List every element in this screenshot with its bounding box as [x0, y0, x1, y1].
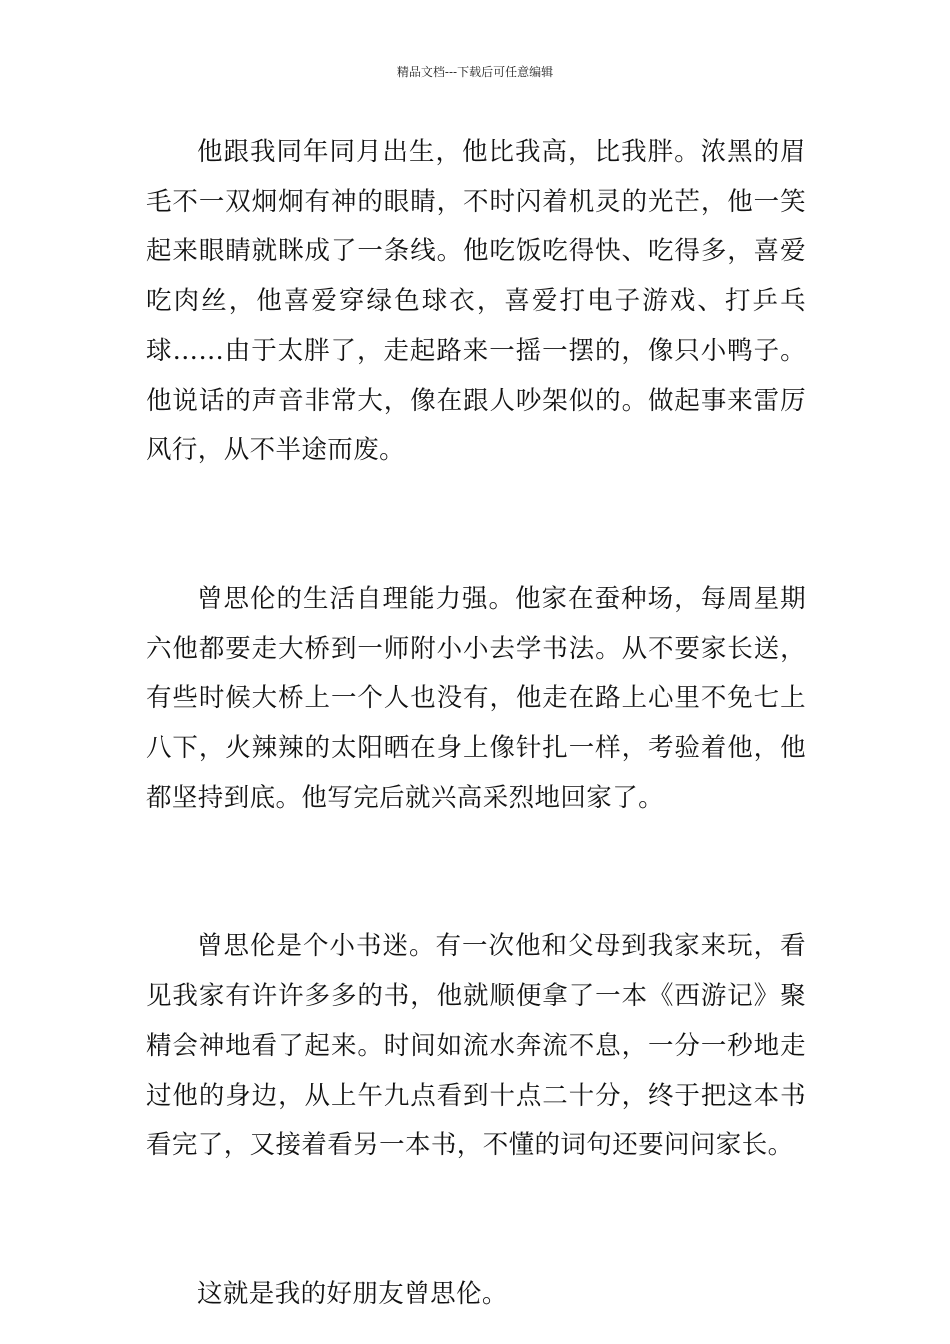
paragraph-1: 他跟我同年同月出生，他比我高，比我胖。浓黑的眉毛不一双炯炯有神的眼睛，不时闪着机灵的光芒，他一笑起来眼睛就眯成了一条线。他吃饭吃得快、吃得多，喜爱吃肉丝，他喜爱穿绿色球衣，喜爱打电子游戏、打乒乓球……由于太胖了，走起路来一摇一摆的，像只小鸭子。他说话的声音非常大，像在跟人吵架似的。做起事来雷厉风行，从不半途而废。	[146, 137, 806, 466]
paragraph-3: 曾思伦是个小书迷。有一次他和父母到我家来玩，看见我家有许许多多的书，他就顺便拿了一本《西游记》聚精会神地看了起来。时间如流水奔流不息，一分一秒地走过他的身边，从上午九点看到十点二十分，终于把这本书看完了，又接着看另一本书，不懂的词句还要问问家长。	[146, 931, 806, 1161]
paragraph-spacer	[146, 476, 806, 575]
page-header: 精品文档---下载后可任意编辑	[396, 65, 554, 79]
paragraph-spacer	[146, 823, 806, 922]
document-body	[146, 128, 806, 1320]
paragraph-4: 这就是我的好朋友曾思伦。	[197, 1278, 508, 1309]
paragraph-2: 曾思伦的生活自理能力强。他家在蚕种场，每周星期六他都要走大桥到一师附小小去学书法。从不要家长送，有些时候大桥上一个人也没有，他走在路上心里不免七上八下，火辣辣的太阳晒在身上像针扎一样，考验着他，他都坚持到底。他写完后就兴高采烈地回家了。	[146, 583, 806, 813]
paragraph-spacer	[146, 1171, 806, 1270]
